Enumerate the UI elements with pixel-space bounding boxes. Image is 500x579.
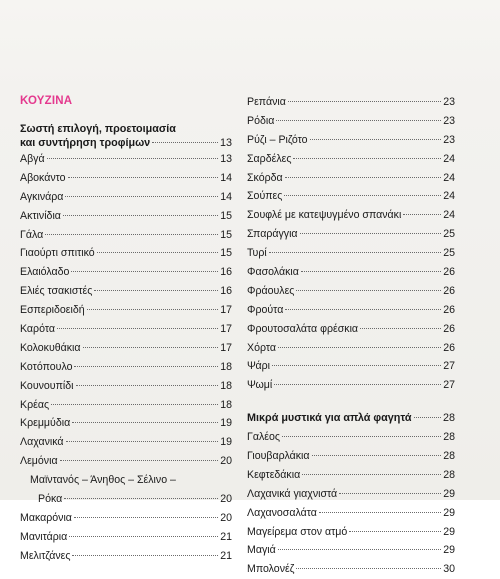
page-number: 27 (443, 379, 455, 392)
leader-dots (414, 417, 441, 418)
toc-entry (247, 320, 455, 339)
entry-label: Λεμόνια (20, 455, 58, 468)
toc-entry (247, 523, 455, 542)
leader-dots (296, 568, 441, 569)
toc-entry (20, 452, 232, 471)
entry-label: Καρότα (20, 323, 55, 336)
entry-label: Ελαιόλαδο (20, 266, 70, 279)
toc-entry (247, 131, 455, 150)
leader-dots (97, 252, 219, 253)
page-number: 28 (442, 412, 455, 425)
entry-line-2-row (20, 490, 232, 509)
page-number: 18 (220, 398, 232, 411)
toc-entry (20, 188, 232, 207)
toc-entry-multiline (20, 471, 232, 509)
leader-dots (282, 436, 441, 437)
entry-label: Ρύζι – Ριζότο (247, 133, 308, 146)
toc-entry (20, 396, 232, 415)
page-number: 20 (220, 455, 232, 468)
leader-dots (47, 158, 219, 159)
entry-label: Γάλα (20, 228, 44, 241)
toc-heading (20, 122, 232, 150)
page-number: 28 (443, 468, 455, 481)
toc-entry (247, 339, 455, 358)
leader-dots (76, 385, 219, 386)
toc-entry (247, 169, 455, 188)
page-number: 17 (220, 304, 232, 317)
entry-label: Λαχανικά γιαχνιστά (247, 487, 338, 500)
entry-label: Αβγά (20, 153, 45, 165)
page-number: 28 (443, 431, 455, 444)
entry-label: Μακαρόνια (20, 511, 72, 524)
entry-label: Λαχανοσαλάτα (247, 506, 317, 519)
toc-entry (247, 504, 455, 523)
entry-label: Μαγιά (247, 544, 276, 557)
toc-entry (20, 377, 232, 396)
page-number: 15 (220, 228, 232, 241)
entry-label: Μαγείρεμα στον ατμό (247, 525, 348, 538)
entry-label: Λαχανικά (20, 436, 64, 449)
toc-entry (247, 560, 455, 579)
leader-dots (278, 347, 441, 348)
page-number: 26 (443, 303, 455, 316)
leader-dots (302, 474, 441, 475)
page-number: 20 (220, 511, 232, 524)
entry-label: Μανιτάρια (20, 530, 68, 543)
leader-dots (69, 536, 218, 537)
entry-label: Μελιτζάνες (20, 549, 71, 562)
page-number: 18 (220, 379, 232, 392)
toc-entry (20, 433, 232, 452)
toc-entry (247, 244, 455, 263)
page-number: 29 (443, 487, 455, 500)
leader-dots (300, 233, 442, 234)
entry-label: Σπαράγγια (247, 228, 298, 241)
toc-entry (247, 357, 455, 376)
page-number: 30 (443, 563, 455, 576)
entry-label: Κρέας (20, 398, 50, 411)
toc-entries-right (247, 93, 455, 395)
page-number: 17 (220, 323, 232, 336)
page-number: 26 (443, 266, 455, 279)
page-number: 20 (220, 493, 232, 506)
toc-entry (20, 282, 232, 301)
page-number: 24 (443, 152, 455, 165)
section-gap (247, 395, 455, 409)
entry-label: Χόρτα (247, 341, 276, 354)
leader-dots (72, 422, 218, 423)
page-number: 13 (219, 137, 232, 149)
toc-entry (20, 244, 232, 263)
entry-label: Αγκινάρα (20, 190, 64, 203)
entry-label: Ψάρι (247, 360, 270, 373)
leader-dots (360, 328, 441, 329)
toc-entry (20, 358, 232, 377)
leader-dots (72, 555, 218, 556)
toc-left-column (20, 95, 232, 566)
toc-entry (247, 376, 455, 395)
entry-label: Σούπες (247, 190, 283, 203)
page-number: 27 (443, 360, 455, 373)
leader-dots (74, 517, 218, 518)
entry-label: Ακτινίδια (20, 209, 61, 222)
leader-dots (272, 365, 441, 366)
entry-label: Ρεπάνια (247, 96, 286, 108)
entry-label: Σουφλέ με κατεψυγμένο σπανάκι (247, 209, 402, 222)
toc-entry (247, 541, 455, 560)
entry-label: Γιουβαρλάκια (247, 450, 310, 463)
entry-label: Κουνουπίδι (20, 379, 74, 392)
entry-label: Ρόδια (247, 114, 275, 127)
toc-entry (20, 226, 232, 245)
toc-entry (20, 528, 232, 547)
page-number: 24 (443, 209, 455, 222)
page-number: 19 (220, 436, 232, 449)
leader-dots (312, 455, 442, 456)
page-number: 24 (443, 171, 455, 184)
toc-entry (20, 320, 232, 339)
entry-label: Εσπεριδοειδή (20, 304, 85, 317)
toc-entries-right-2 (247, 428, 455, 579)
page-number: 26 (443, 284, 455, 297)
toc-entry (247, 263, 455, 282)
toc-entry (20, 150, 232, 169)
toc-entry (20, 169, 232, 188)
leader-dots (293, 158, 441, 159)
entry-label-line-1: Μαϊντανός – Άνηθος – Σέλινο – (30, 474, 176, 487)
leader-dots (349, 531, 441, 532)
leader-dots (66, 441, 219, 442)
leader-dots (319, 512, 441, 513)
page-number: 16 (220, 285, 232, 298)
page-number: 23 (443, 96, 455, 108)
toc-entry (20, 414, 232, 433)
page-number: 16 (220, 266, 232, 279)
leader-dots (285, 309, 441, 310)
page-number: 23 (443, 133, 455, 146)
leader-dots (269, 252, 441, 253)
leader-dots (74, 366, 218, 367)
toc-heading-2 (247, 409, 455, 428)
entry-label: Φασολάκια (247, 266, 299, 279)
entry-label: Ψωμί (247, 379, 273, 392)
entry-label-line-2: Ρόκα (38, 493, 63, 506)
page-number: 28 (443, 450, 455, 463)
heading-line-1: Σωστή επιλογή, προετοιμασία (20, 123, 176, 135)
entry-label: Κολοκυθάκια (20, 341, 81, 354)
toc-entry (247, 466, 455, 485)
entry-label: Αβοκάντο (20, 171, 66, 184)
entry-label: Ελιές τσακιστές (20, 285, 93, 298)
page-number: 26 (443, 322, 455, 335)
entry-label: Φράουλες (247, 284, 295, 297)
entry-label: Μπολονέζ (247, 563, 295, 576)
leader-dots (310, 139, 442, 140)
page-top-area (0, 0, 500, 90)
toc-entry (20, 301, 232, 320)
leader-dots (71, 271, 218, 272)
section-title: ΚΟΥΖΙΝΑ (20, 95, 73, 107)
toc-entry (247, 150, 455, 169)
page-number: 29 (443, 544, 455, 557)
heading-line-2: και συντήρηση τροφίμων (20, 137, 151, 149)
toc-entry (247, 225, 455, 244)
entry-label: Σαρδέλες (247, 152, 292, 165)
leader-dots (274, 384, 441, 385)
entry-label: Κρεμμύδια (20, 417, 71, 430)
page-number: 15 (220, 209, 232, 222)
heading-line-2-row (20, 136, 232, 150)
page-number: 21 (220, 549, 232, 562)
leader-dots (152, 142, 218, 143)
toc-entry (247, 301, 455, 320)
page-number: 18 (220, 360, 232, 373)
leader-dots (63, 215, 218, 216)
page-number: 29 (443, 525, 455, 538)
leader-dots (339, 493, 441, 494)
leader-dots (403, 214, 441, 215)
page-number: 17 (220, 341, 232, 354)
entry-label: Γιαούρτι σπιτικό (20, 247, 95, 260)
page-number: 24 (443, 190, 455, 203)
leader-dots (64, 498, 218, 499)
toc-entry (20, 339, 232, 358)
entry-label: Φρουτοσαλάτα φρέσκια (247, 322, 359, 335)
page-number: 21 (220, 530, 232, 543)
leader-dots (51, 404, 218, 405)
leader-dots (83, 347, 219, 348)
leader-dots (301, 271, 441, 272)
entry-label: Τυρί (247, 247, 267, 260)
leader-dots (288, 101, 441, 102)
toc-entry (20, 547, 232, 566)
toc-entry (247, 93, 455, 112)
page-number: 26 (443, 341, 455, 354)
leader-dots (285, 177, 442, 178)
leader-dots (45, 234, 218, 235)
page-number: 14 (220, 171, 232, 184)
toc-right-column (247, 93, 455, 579)
entry-label: Κοτόπουλο (20, 360, 73, 373)
toc-entry (247, 428, 455, 447)
toc-entry (20, 207, 232, 226)
toc-entry (247, 206, 455, 225)
entry-label: Σκόρδα (247, 171, 283, 184)
toc-entry (20, 263, 232, 282)
toc-entry (247, 447, 455, 466)
leader-dots (284, 195, 441, 196)
page-number: 25 (443, 228, 455, 241)
leader-dots (94, 290, 218, 291)
toc-entry (247, 485, 455, 504)
entry-label: Φρούτα (247, 303, 284, 316)
page-number: 29 (443, 506, 455, 519)
page-number: 13 (220, 153, 232, 165)
page-number: 19 (220, 417, 232, 430)
leader-dots (60, 460, 219, 461)
leader-dots (65, 196, 218, 197)
toc-entry (20, 509, 232, 528)
entry-line-1-row (20, 471, 232, 490)
toc-entries-left-after (20, 509, 232, 566)
leader-dots (87, 309, 219, 310)
toc-entry (247, 282, 455, 301)
leader-dots (68, 177, 219, 178)
page-number: 14 (220, 190, 232, 203)
leader-dots (57, 328, 218, 329)
entry-label: Κεφτεδάκια (247, 468, 301, 481)
page-number: 15 (220, 247, 232, 260)
toc-entry (247, 112, 455, 131)
entry-label: Γαλέος (247, 431, 280, 444)
toc-entry (247, 187, 455, 206)
page-number: 23 (443, 114, 455, 127)
leader-dots (278, 549, 441, 550)
leader-dots (276, 120, 441, 121)
toc-entries-left (20, 150, 232, 471)
page-number: 25 (443, 247, 455, 260)
heading-2-label: Μικρά μυστικά για απλά φαγητά (247, 412, 412, 425)
leader-dots (296, 290, 441, 291)
